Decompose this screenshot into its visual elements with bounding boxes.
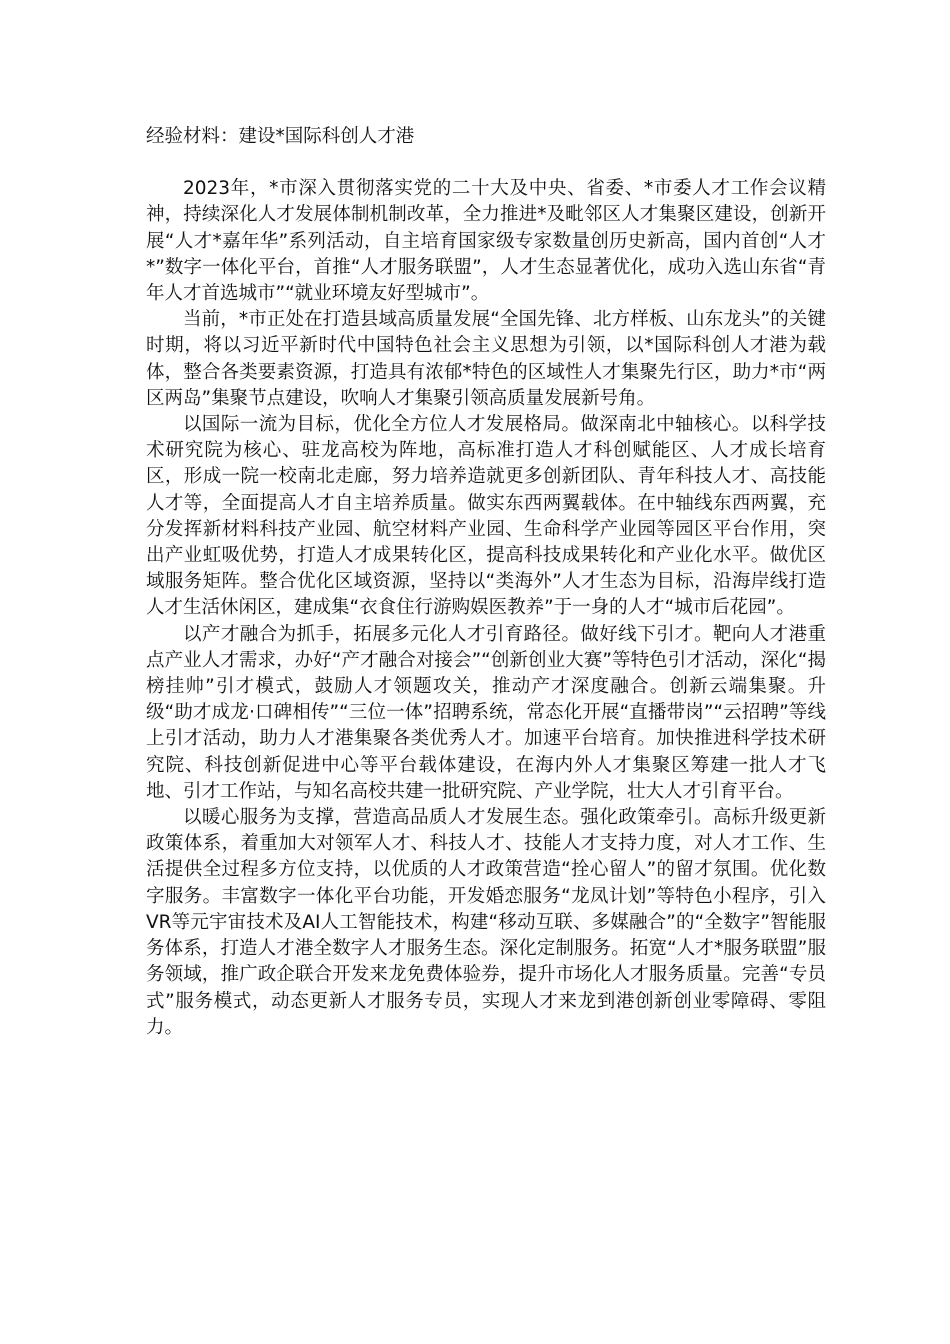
paragraph-talent-introduction: 以产才融合为抓手，拓展多元化人才引育路径。做好线下引才。靶向人才港重点产业人才需求，办好“产才融合对接会”“创新创业大赛”等特色引才活动，深化“揭榜挂帅”引才模式，鼓励人才领题攻关，推动产才深度融合。创新云端集聚。升级“助才成龙·口碑相传”“三位一体”招聘系统，常态化开展“直播带岗”“云招聘”等线上引才活动，助力人才港集聚各类优秀人才。加速平台培育。加快推进科学技术研究院、科技创新促进中心等平台载体建设，在海内外人才集聚区筹建一批人才飞地、引才工作站，与知名高校共建一批研究院、产业学院，壮大人才引育平台。 [146,623,826,802]
paragraph-intro: 2023年，*市深入贯彻落实党的二十大及中央、省委、*市委人才工作会议精神，持续深化人才发展体制机制改革，全力推进*及毗邻区人才集聚区建设，创新开展“人才*嘉年华”系列活动，自主培育国家级专家数量创历史新高，国内首创“人才*”数字一体化平台，首推“人才服务联盟”，人才生态显著优化，成功入选山东省“青年人才首选城市”“就业环境友好型城市”。 [146,178,826,305]
paragraph-talent-layout: 以国际一流为目标，优化全方位人才发展格局。做深南北中轴核心。以科学技术研究院为核心、驻龙高校为阵地，高标准打造人才科创赋能区、人才成长培育区，形成一院一校南北走廊，努力培养造就更多创新团队、青年科技人才、高技能人才等，全面提高人才自主培养质量。做实东西两翼载体。在中轴线东西两翼，充分发挥新材料科技产业园、航空材料产业园、生命科学产业园等园区平台作用，突出产业虹吸优势，打造人才成果转化区，提高科技成果转化和产业化水平。做优区域服务矩阵。整合优化区域资源，坚持以“类海外”人才生态为目标，沿海岸线打造人才生活休闲区，建成集“衣食住行游购娱医教养”于一身的人才“城市后花园”。 [146,414,826,619]
document-body [146,124,826,1041]
paragraph-talent-services: 以暖心服务为支撑，营造高品质人才发展生态。强化政策牵引。高标升级更新政策体系，着重加大对领军人才、科技人才、技能人才支持力度，对人才工作、生活提供全过程多方位支持，以优质的人才政策营造“拴心留人”的留才氛围。优化数字服务。丰富数字一体化平台功能，开发婚恋服务“龙凤计划”等特色小程序，引入VR等元宇宙技术及AI人工智能技术，构建“移动互联、多媒融合”的“全数字”智能服务体系，打造人才港全数字人才服务生态。深化定制服务。拓宽“人才*服务联盟”服务领域，推广政企联合开发来龙免费体验券，提升市场化人才服务质量。完善“专员式”服务模式，动态更新人才服务专员，实现人才来龙到港创新创业零障碍、零阻力。 [146,807,826,1038]
paragraph-current-period: 当前，*市正处在打造县域高质量发展“全国先锋、北方样板、山东龙头”的关键时期，将以习近平新时代中国特色社会主义思想为引领，以*国际科创人才港为载体，整合各类要素资源，打造具有浓郁*特色的区域性人才集聚先行区，助力*市“两区两岛”集聚节点建设，吹响人才集聚引领高质量发展新号角。 [146,309,826,409]
document-title: 经验材料：建设*国际科创人才港 [146,126,415,147]
